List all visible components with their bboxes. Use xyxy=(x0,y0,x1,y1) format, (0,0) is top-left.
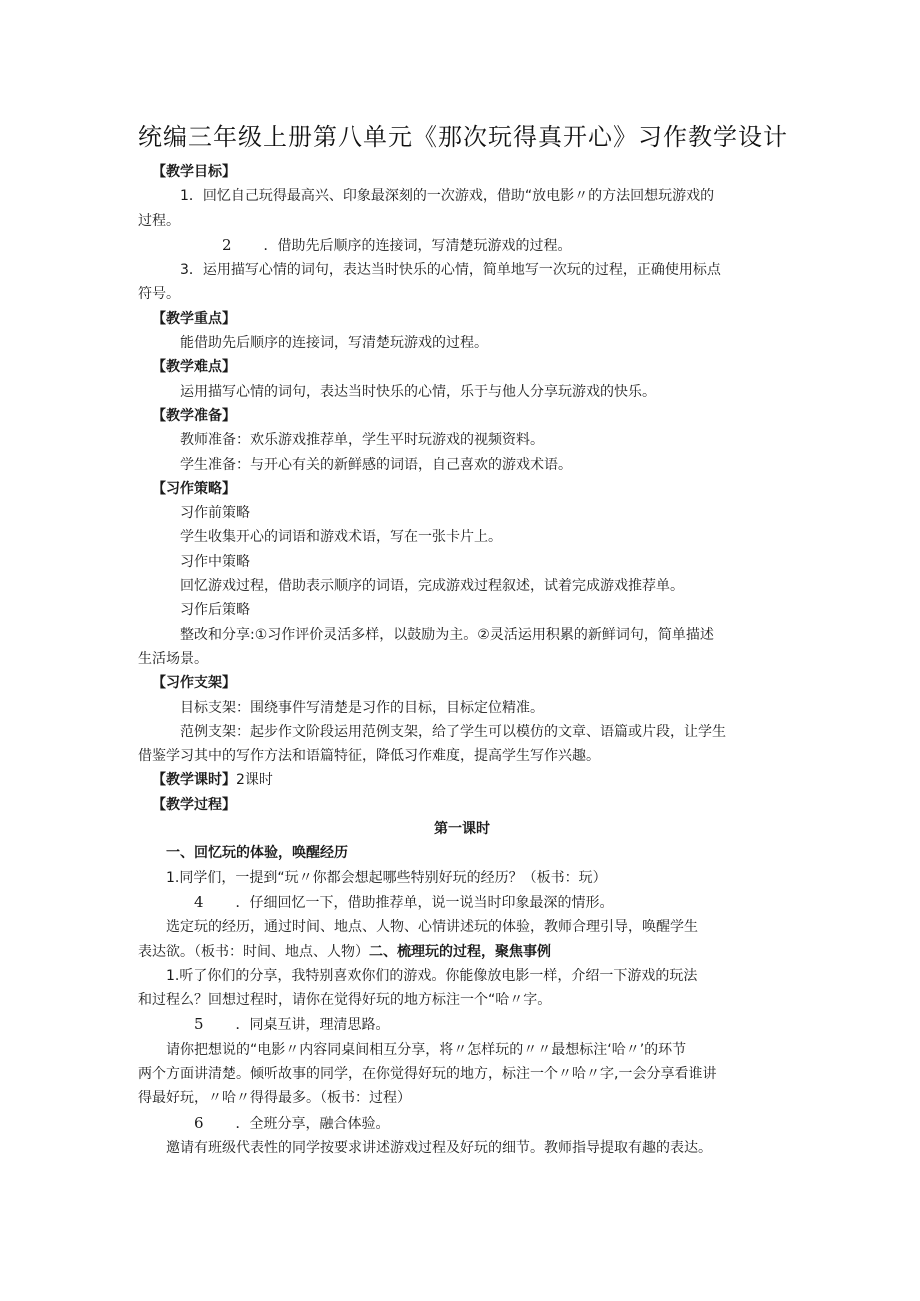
part-1-item-2-number: 4 xyxy=(194,892,204,911)
section-heading-hours xyxy=(138,768,786,792)
part-2-paragraph: 请你把想说的“电影〃内容同桌间相互分享，将〃怎样玩的〃〃最想标注‘哈〃’的环节 xyxy=(166,1041,687,1058)
part-2-item-3 xyxy=(138,1111,786,1136)
part-1-item-1: 1.同学们，一提到“玩〃你都会想起哪些特别好玩的经历？（板书：玩） xyxy=(166,869,607,886)
part-2-paragraph-end: 得最好玩，〃哈〃得得最多。（板书：过程） xyxy=(138,1090,411,1107)
section-heading-objectives: 【教学目标】 xyxy=(152,164,236,180)
part-1-title: 一、回忆玩的体验，唤醒经历 xyxy=(166,845,348,862)
objective-2-number: 2 xyxy=(222,235,232,254)
preparation-student: 学生准备：与开心有关的新鲜感的词语，自己喜欢的游戏术语。 xyxy=(180,456,572,473)
strategy-post-text: 整改和分享:①习作评价灵活多样，以鼓励为主。②灵活运用积累的新鲜词句，简单描述 xyxy=(180,626,714,643)
section-heading-process: 【教学过程】 xyxy=(152,796,236,813)
part-2-item-2 xyxy=(138,1012,786,1037)
part-2-item-1-cont: 和过程么？回想过程时，请你在觉得好玩的地方标注一个“哈〃字。 xyxy=(138,992,552,1009)
support-example-cont: 借鉴学习其中的写作方法和语篇特征，降低习作难度，提高学生写作兴趣。 xyxy=(138,748,600,765)
part-2-item-3-number: 6 xyxy=(194,1113,204,1132)
objective-3: 3．运用描写心情的词句，表达当时快乐的心情，简单地写一次玩的过程，正确使用标点 xyxy=(180,262,721,279)
support-example: 范例支架：起步作文阶段运用范例支架，给了学生可以模仿的文章、语篇或片段，让学生 xyxy=(180,723,726,740)
strategy-pre-title: 习作前策略 xyxy=(180,505,250,522)
page-title: 统编三年级上册第八单元《那次玩得真开心》习作教学设计 xyxy=(138,123,788,151)
part-1-item-2-text: ．仔细回忆一下，借助推荐单，说一说当时印象最深的情形。 xyxy=(235,894,614,911)
part-1-paragraph: 选定玩的经历，通过时间、地点、人物、心情讲述玩的体验，教师合理引导，唤醒学生 xyxy=(166,919,698,936)
part-2-item-2-text: ．同桌互讲，理清思路。 xyxy=(235,1017,390,1034)
objective-2-text: ．借助先后顺序的连接词，写清楚玩游戏的过程。 xyxy=(263,237,572,254)
section-heading-strategy: 【习作策略】 xyxy=(152,480,236,497)
objective-1-cont: 过程。 xyxy=(138,212,180,229)
part-2-item-2-number: 5 xyxy=(194,1015,204,1034)
strategy-post-text-cont: 生活场景。 xyxy=(138,650,208,667)
hours-heading: 【教学课时】 xyxy=(152,772,236,789)
section-heading-support: 【习作支架】 xyxy=(152,675,236,692)
section-heading-preparation: 【教学准备】 xyxy=(152,407,236,424)
part-2-item-1: 1.听了你们的分享，我特别喜欢你们的游戏。你能像放电影一样，介绍一下游戏的玩法 xyxy=(166,967,698,984)
difficulty-text: 运用描写心情的词句，表达当时快乐的心情，乐于与他人分享玩游戏的快乐。 xyxy=(180,383,656,400)
key-point-text: 能借助先后顺序的连接词，写清楚玩游戏的过程。 xyxy=(180,335,488,352)
objective-3-cont: 符号。 xyxy=(138,286,180,303)
support-goal: 目标支架：围绕事件写清楚是习作的目标，目标定位精准。 xyxy=(180,699,544,716)
strategy-pre-text: 学生收集开心的词语和游戏术语，写在一张卡片上。 xyxy=(180,529,502,546)
strategy-post-title: 习作后策略 xyxy=(180,602,250,619)
lesson-title: 第一课时 xyxy=(434,821,490,838)
part-1-paragraph-cont xyxy=(138,940,786,964)
part-1-item-2 xyxy=(138,890,786,915)
hours-value: 2课时 xyxy=(236,772,273,789)
section-heading-difficulty: 【教学难点】 xyxy=(152,359,236,376)
part-2-last: 邀请有班级代表性的同学按要求讲述游戏过程及好玩的细节。教师指导提取有趣的表达。 xyxy=(166,1139,712,1156)
document-body xyxy=(138,160,786,1160)
part-2-title: 二、梳理玩的过程，聚焦事例 xyxy=(369,943,551,960)
objective-1: 1．回忆自己玩得最高兴、印象最深刻的一次游戏，借助“放电影〃的方法回想玩游戏的 xyxy=(180,188,715,205)
part-2-paragraph-cont: 两个方面讲清楚。倾听故事的同学，在你觉得好玩的地方，标注一个〃哈〃字,一会分享看谁讲 xyxy=(138,1065,717,1082)
strategy-mid-text: 回忆游戏过程，借助表示顺序的词语，完成游戏过程叙述，试着完成游戏推荐单。 xyxy=(180,578,684,595)
objective-2 xyxy=(138,233,786,258)
part-1-paragraph-end: 表达欲。（板书：时间、地点、人物） xyxy=(138,943,369,960)
strategy-mid-title: 习作中策略 xyxy=(180,553,250,570)
part-2-item-3-text: ．全班分享，融合体验。 xyxy=(235,1115,390,1132)
section-heading-key-point: 【教学重点】 xyxy=(152,310,236,327)
preparation-teacher: 教师准备：欢乐游戏推荐单，学生平时玩游戏的视频资料。 xyxy=(180,432,544,449)
